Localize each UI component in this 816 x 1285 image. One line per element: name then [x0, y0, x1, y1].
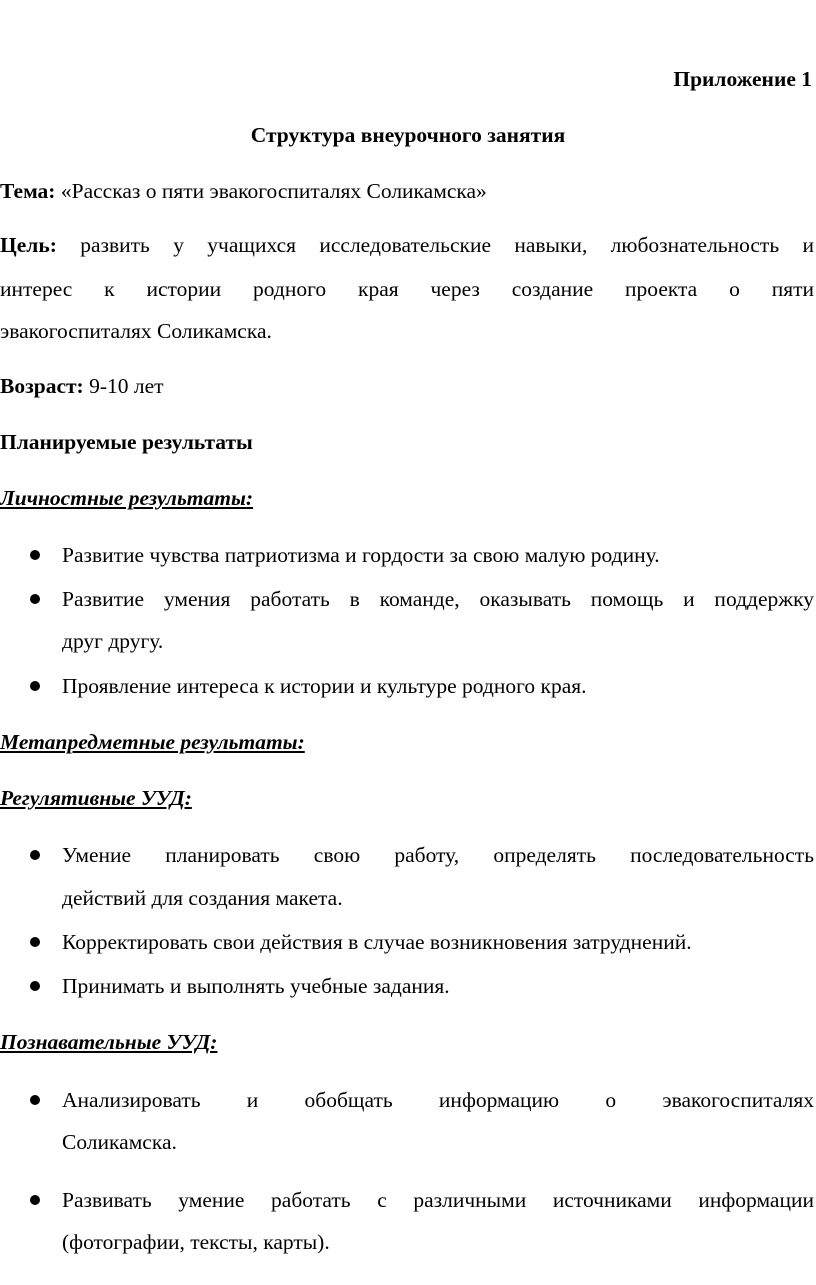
metasubject-results-heading-text: Метапредметные результаты:: [0, 730, 305, 754]
list-item-text: Принимать и выполнять учебные задания.: [62, 974, 450, 998]
list-item-text-continued: (фотографии, тексты, карты).: [62, 1230, 330, 1254]
list-item-text-continued: Соликамска.: [62, 1130, 177, 1154]
list-item-text: Развивать умение работать с различными источниками информации: [62, 1188, 814, 1212]
bullet-icon: [30, 937, 40, 947]
topic-value: «Рассказ о пяти эвакогоспиталях Соликамска»: [55, 179, 487, 203]
document-title: Структура внеурочного занятия: [250, 123, 566, 147]
bullet-icon: [30, 681, 40, 691]
list-item-text: Развитие умения работать в команде, оказывать помощь и поддержку: [62, 587, 814, 611]
list-item-text: Анализировать и обобщать информацию о эвакогоспиталях: [62, 1088, 814, 1112]
appendix-label: Приложение 1: [673, 67, 812, 91]
personal-results-heading-text: Личностные результаты:: [0, 486, 254, 510]
goal-label: Цель:: [0, 233, 57, 257]
personal-results-heading: [0, 485, 814, 511]
goal-line-1: [0, 232, 814, 258]
goal-line-2: интерес к истории родного края через создание проекта о пяти: [0, 277, 814, 301]
regulatory-heading-text: Регулятивные УУД:: [0, 786, 192, 810]
list-item-text-continued: друг другу.: [62, 629, 164, 653]
topic-label: Тема:: [0, 179, 56, 203]
bullet-icon: [30, 550, 40, 560]
list-item-text: Развитие чувства патриотизма и гордости за свою малую родину.: [62, 543, 660, 567]
goal-line-3: эвакогоспиталях Соликамска.: [0, 319, 272, 343]
bullet-icon: [30, 1195, 40, 1205]
goal-text-1: развить у учащихся исследовательские навыки, любознательность и: [56, 233, 814, 257]
bullet-icon: [30, 1095, 40, 1105]
list-item-text: Корректировать свои действия в случае возникновения затруднений.: [62, 930, 692, 954]
topic-line: [0, 178, 814, 204]
cognitive-heading: [0, 1029, 814, 1055]
list-item-text: Проявление интереса к истории и культуре родного края.: [62, 674, 587, 698]
bullet-icon: [30, 850, 40, 860]
cognitive-heading-text: Познавательные УУД:: [0, 1030, 218, 1054]
age-value: 9-10 лет: [83, 374, 164, 398]
bullet-icon: [30, 981, 40, 991]
planned-results-heading: Планируемые результаты: [0, 430, 253, 454]
list-item-text-continued: действий для создания макета.: [62, 886, 343, 910]
age-label: Возраст:: [0, 374, 84, 398]
age-line: [0, 373, 814, 399]
list-item-text: Умение планировать свою работу, определять последовательность: [62, 843, 814, 867]
metasubject-results-heading: [0, 729, 814, 755]
regulatory-heading: [0, 785, 814, 811]
bullet-icon: [30, 594, 40, 604]
